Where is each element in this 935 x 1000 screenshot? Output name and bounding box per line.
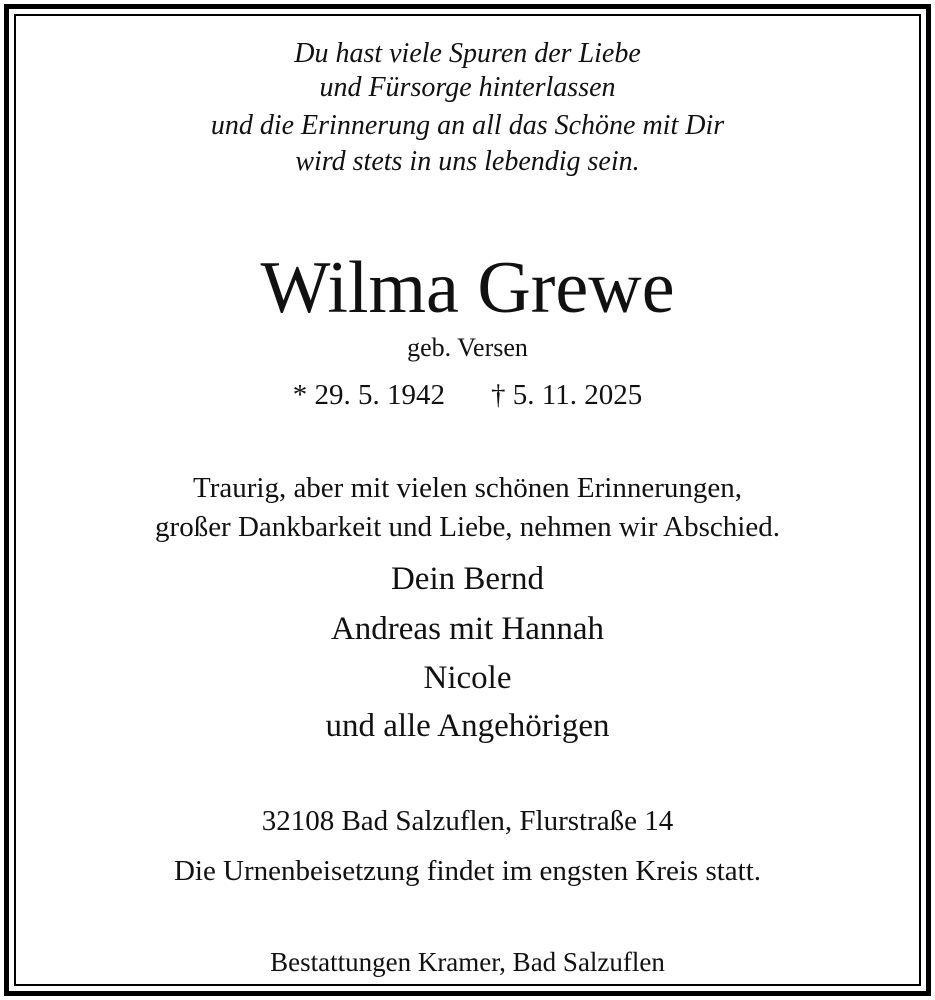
- maiden-name: geb. Versen: [407, 333, 528, 362]
- birth-date: * 29. 5. 1942: [292, 379, 446, 411]
- verse-line-1: Du hast viele Spuren der Liebe: [294, 38, 641, 69]
- message-line-1: Traurig, aber mit vielen schönen Erinnerungen,: [193, 472, 742, 504]
- deceased-name: Wilma Grewe: [260, 247, 675, 329]
- mourner-3: Nicole: [423, 660, 512, 696]
- verse-line-4: wird stets in uns lebendig sein.: [295, 146, 640, 177]
- mourner-4: und alle Angehörigen: [325, 708, 610, 744]
- mourner-1: Dein Bernd: [390, 561, 545, 597]
- mourner-2: Andreas mit Hannah: [330, 611, 605, 647]
- verse-line-3: und die Erinnerung an all das Schöne mit Dir: [210, 110, 725, 141]
- address: 32108 Bad Salzuflen, Flurstraße 14: [261, 805, 674, 837]
- burial-note: Die Urnenbeisetzung findet im engsten Kreis statt.: [173, 855, 762, 887]
- life-dates: [0, 378, 935, 412]
- message-line-2: großer Dankbarkeit und Liebe, nehmen wir Abschied.: [155, 511, 780, 543]
- death-date: † 5. 11. 2025: [491, 379, 643, 411]
- funeral-home: Bestattungen Kramer, Bad Salzuflen: [270, 947, 665, 977]
- verse-line-2: und Fürsorge hinterlassen: [319, 72, 616, 103]
